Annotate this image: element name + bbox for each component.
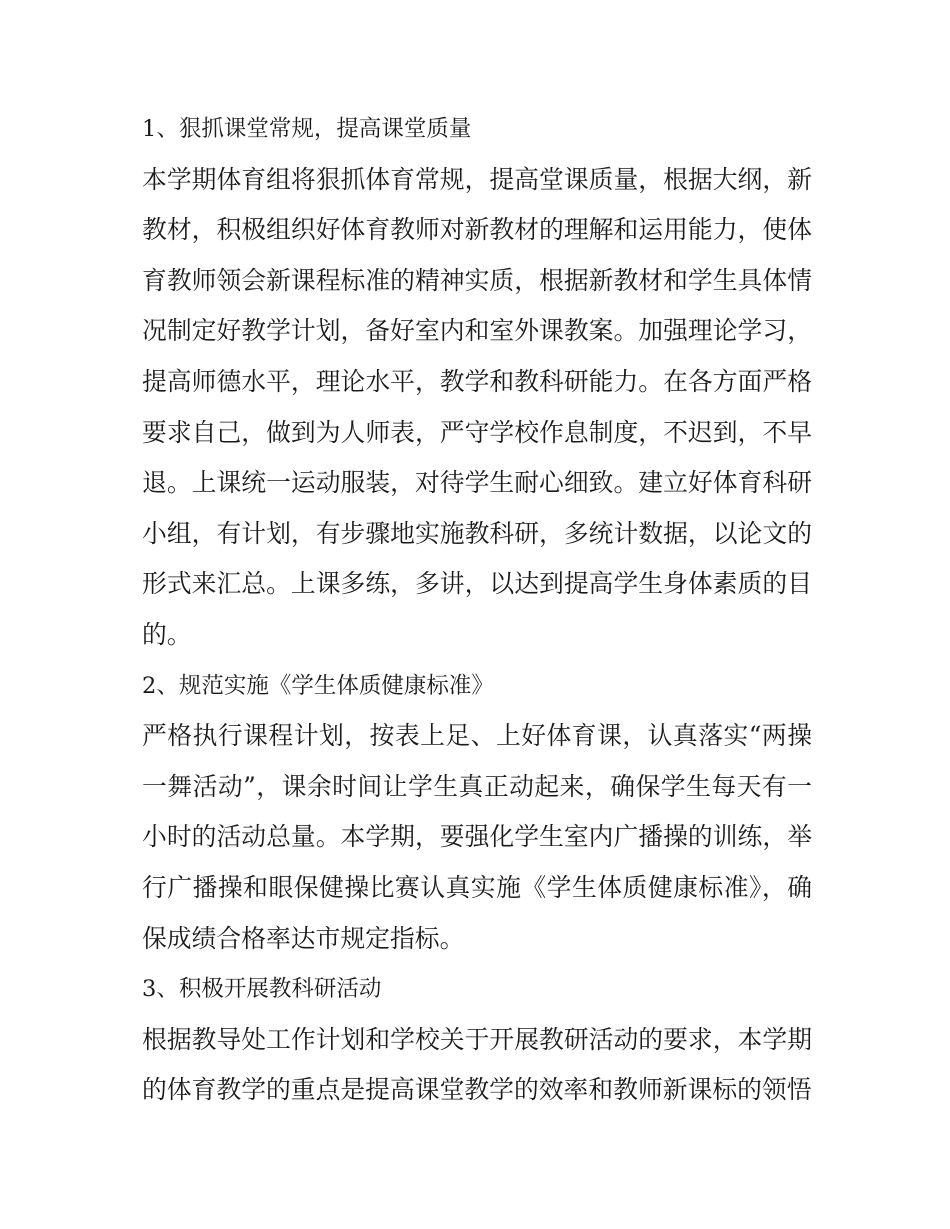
section-heading-3: 3、积极开展教科研活动 — [142, 976, 382, 1003]
section-heading-2: 2、规范实施《学生体质健康标准》 — [142, 672, 494, 699]
section-heading-1: 1、狠抓课堂常规，提高课堂质量 — [142, 116, 472, 142]
document-body — [142, 104, 812, 1116]
section-paragraph-2: 严格执行课程计划，按表上足、上好体育课，认真落实“两操一舞活动”，课余时间让学生真正动起来，确保学生每天有一小时的活动总量。本学期，要强化学生室内广播操的训练，举行广播操和眼保健操比赛认真实施《学生体质健康标准》，确保成绩合格率达市规定指标。 — [142, 721, 812, 953]
section-paragraph-3: 根据教导处工作计划和学校关于开展教研活动的要求，本学期的体育教学的重点是提高课堂教学的效率和教师新课标的领悟 — [142, 1024, 812, 1105]
section-paragraph-1: 本学期体育组将狠抓体育常规，提高堂课质量，根据大纲，新教材，积极组织好体育教师对新教材的理解和运用能力，使体育教师领会新课程标准的精神实质，根据新教材和学生具体情况制定好教学计划，备好室内和室外课教案。加强理论学习，提高师德水平，理论水平，教学和教科研能力。在各方面严格要求自己，做到为人师表，严守学校作息制度，不迟到，不早退。上课统一运动服装，对待学生耐心细致。建立好体育科研小组，有计划，有步骤地实施教科研，多统计数据，以论文的形式来汇总。上课多练，多讲，以达到提高学生身体素质的目的。 — [142, 164, 812, 649]
